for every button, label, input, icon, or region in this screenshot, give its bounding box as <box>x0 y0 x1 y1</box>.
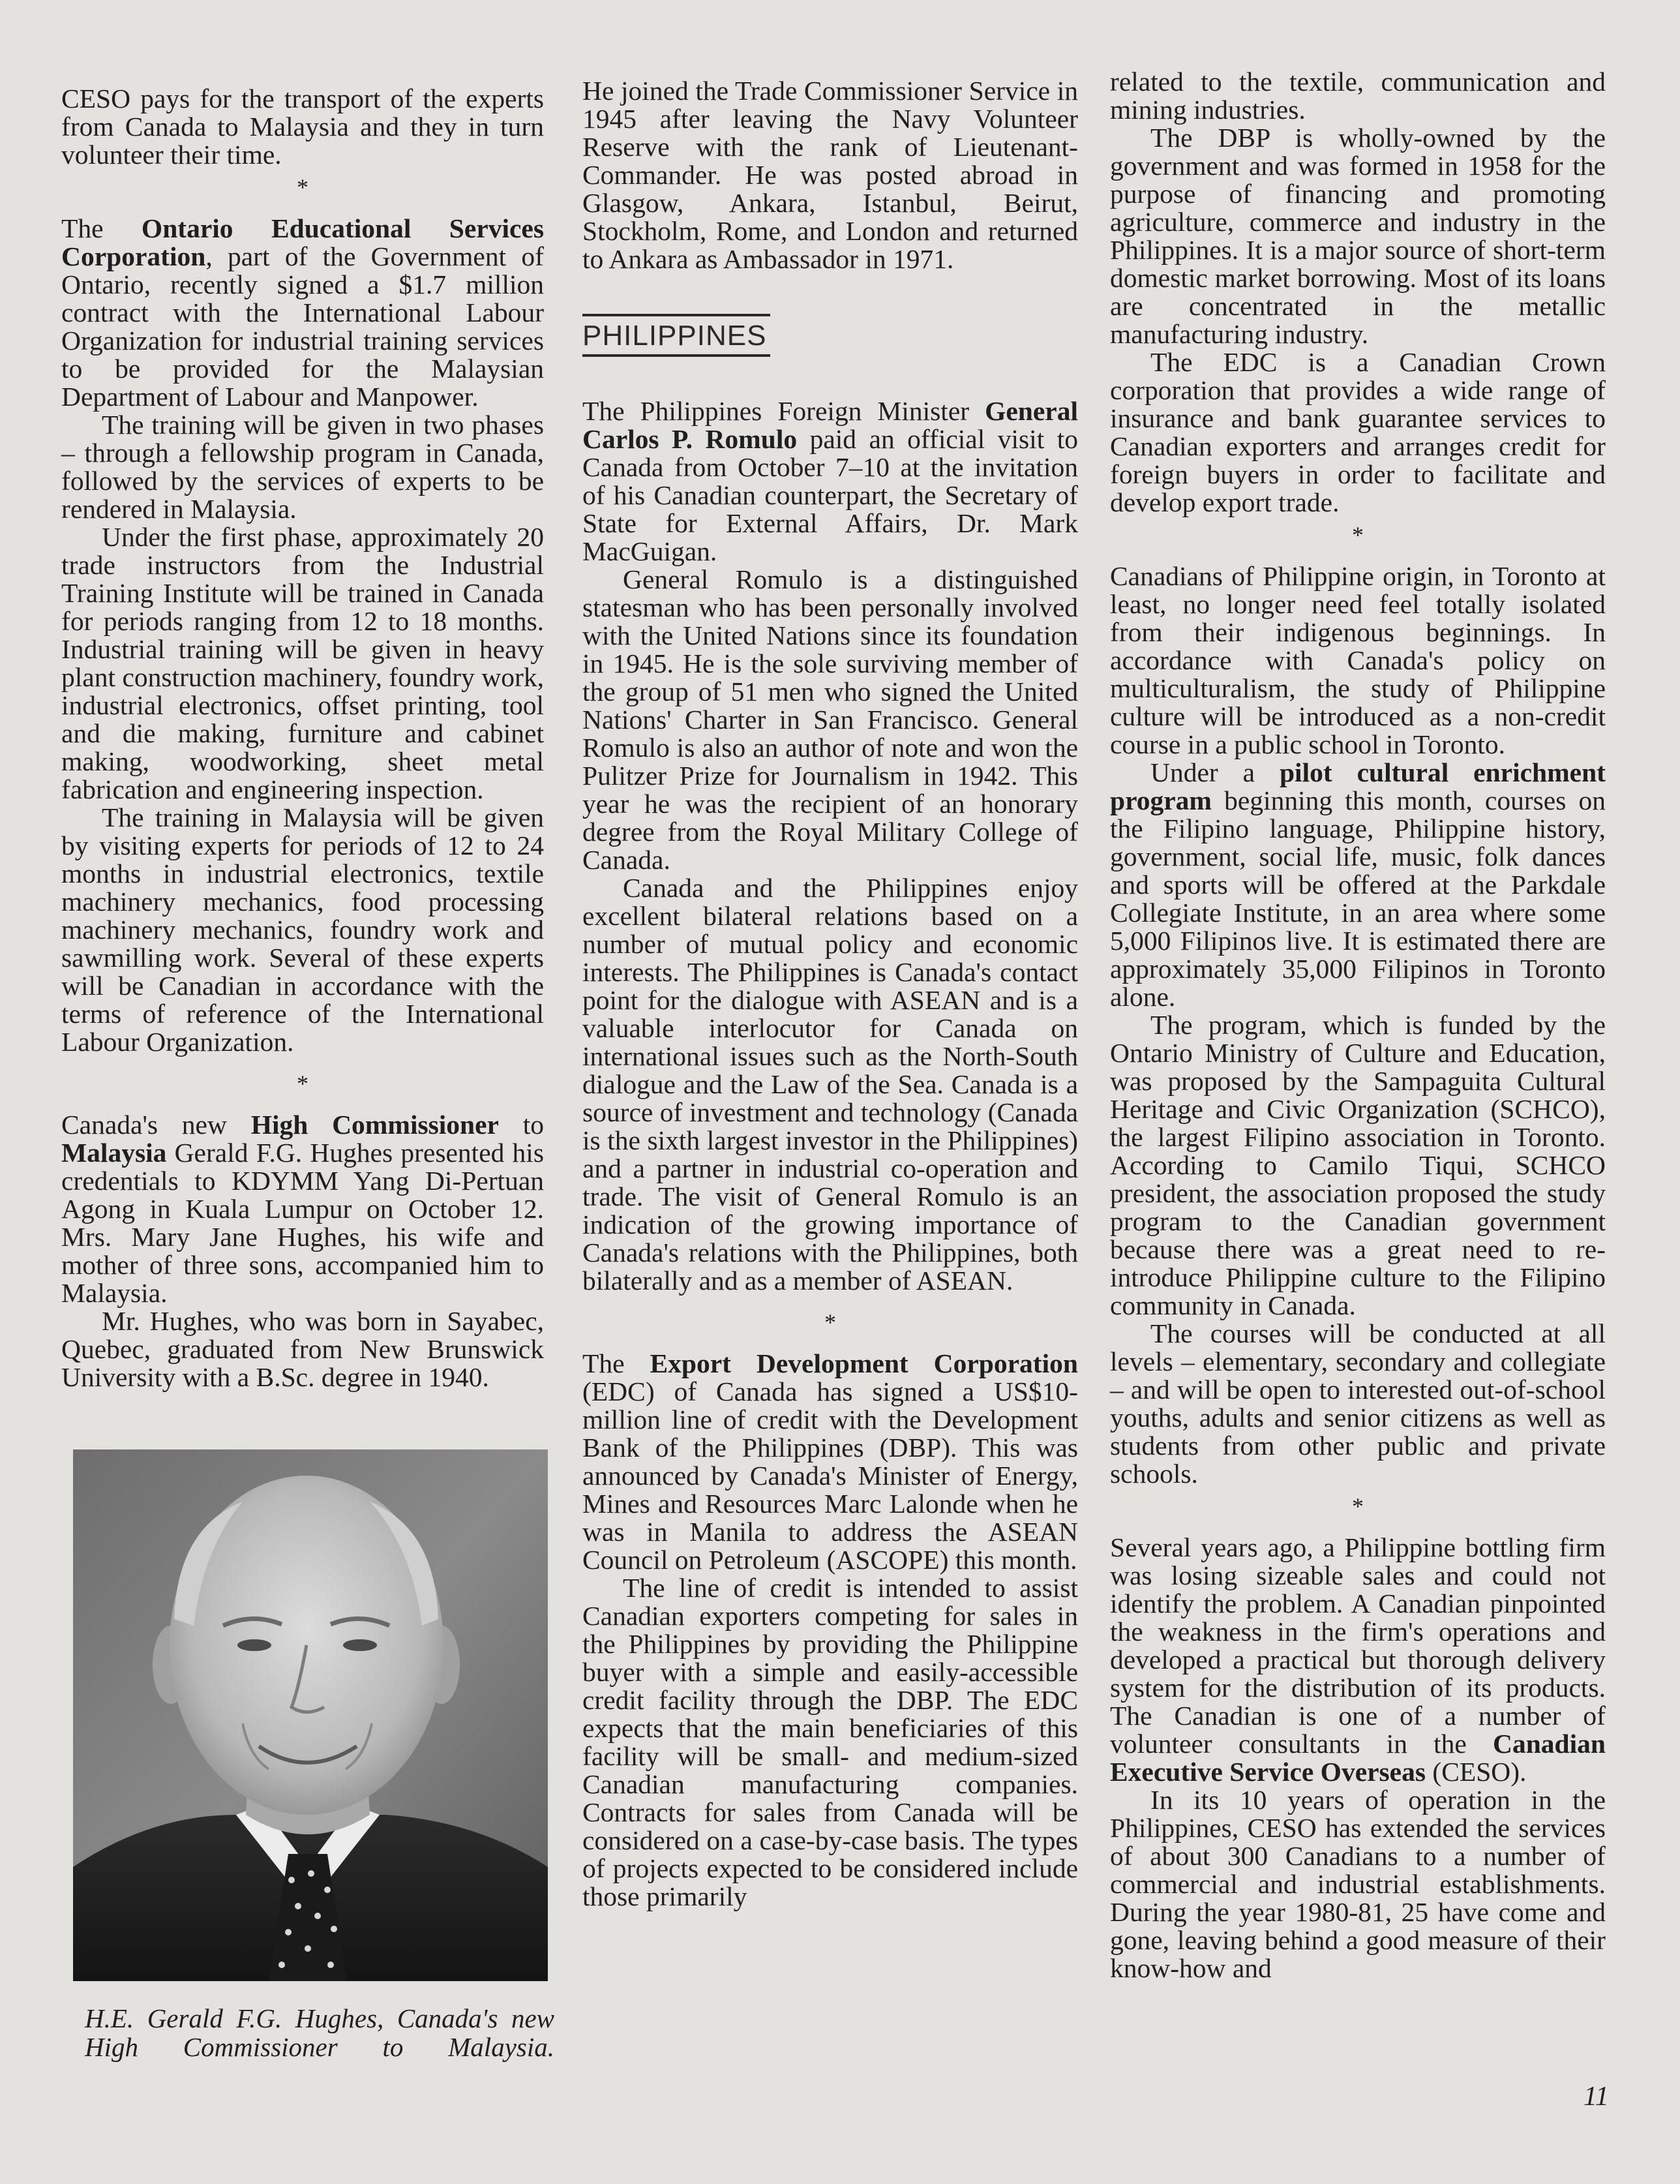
column-2 <box>582 77 1078 1911</box>
paragraph: Under the first phase, approximately 20 trade instructors from the Industrial Training Institute will be trained in Canada for periods ranging from 12 to 18 months. Industrial training will be given in heavy plant construction machinery, foundry work, industrial electronics, offset printing, tool and die making, furniture and cabinet making, woodworking, sheet metal fabrication and engineering inspection. <box>61 522 544 804</box>
paragraph: Mr. Hughes, who was born in Sayabec, Quebec, graduated from New Brunswick University with a B.Sc. degree in 1940. <box>61 1306 544 1392</box>
portrait-photo <box>73 1449 548 1981</box>
paragraph: He joined the Trade Commissioner Service in 1945 after leaving the Navy Volunteer Reserve with the rank of Lieutenant-Commander. He was posted abroad in Glasgow, Ankara, Istanbul, Beirut, Stockholm, Rome, and London and returned to Ankara as Ambassador in 1971. <box>582 76 1078 274</box>
paragraph: The line of credit is intended to assist Canadian exporters competing for sales in the Philippines by providing the Philippine buyer with a simple and easily-accessible credit facility through the DBP. The EDC expects that the main beneficiaries of this facility will be small- and medium-sized Canadian manufacturing companies. Contracts for sales from Canada will be considered on a case-by-case basis. The types of projects expected to be considered include those primarily <box>582 1573 1078 1911</box>
paragraph: The program, which is funded by the Ontario Ministry of Culture and Education, was proposed by the Sampaguita Cultural Heritage and Civic Organization (SCHCO), the largest Filipino association in Toronto. According to Camilo Tiqui, SCHCO president, the association proposed the study program to the Canadian government because there was a great need to re-introduce Philippine culture to the Filipino community in Canada. <box>1110 1010 1606 1320</box>
paragraph: Several years ago, a Philippine bottling firm was losing sizeable sales and could not identify the problem. A Canadian pinpointed the weakness in the firm's operations and developed a practical but thorough delivery system for the distribution of its products. The Canadian is one of a number of volunteer consultants in the Canadian Executive Service Overseas (CESO). <box>1110 1532 1606 1787</box>
bold-term: pilot cultural enrichment program <box>1110 757 1606 815</box>
paragraph: Canadians of Philippine origin, in Toronto at least, no longer need feel totally isolated from their indigenous beginnings. In accordance with Canada's policy on multiculturalism, the study of Philippine culture will be introduced as a non-credit course in a public school in Toronto. <box>1110 561 1606 759</box>
column-1 <box>61 85 544 1391</box>
paragraph: The training in Malaysia will be given by visiting experts for periods of 12 to 24 months in industrial electronics, textile machinery mechanics, food processing machinery mechanics, foundry work and sawmilling work. Several of these experts will be Canadian in accordance with the terms of reference of the International Labour Organization. <box>61 802 544 1057</box>
page-number: 11 <box>1583 2082 1609 2112</box>
paragraph: The EDC is a Canadian Crown corporation that provides a wide range of insurance and bank guarantee services to Canadian exporters and arranges credit for foreign buyers in order to facilitate and develop export trade. <box>1110 347 1606 517</box>
bold-term: Malaysia <box>61 1138 167 1168</box>
paragraph: related to the textile, communication and mining industries. <box>1110 67 1606 125</box>
paragraph: The courses will be conducted at all levels – elementary, secondary and collegiate – and will be open to interested out-of-school youths, adults and senior citizens as well as students from other public and private schools. <box>1110 1318 1606 1489</box>
section-heading: PHILIPPINES <box>582 314 770 357</box>
bold-term: Export Development Corporation <box>650 1348 1078 1378</box>
section-separator: * <box>1352 1493 1364 1519</box>
column-3 <box>1110 68 1606 1982</box>
paragraph: Canada's new High Commissioner to Malaysia Gerald F.G. Hughes presented his credentials to KDYMM Yang Di-Pertuan Agong in Kuala Lumpur on October 12. Mrs. Mary Jane Hughes, his wife and mother of three sons, accompanied him to Malaysia. <box>61 1110 545 1308</box>
bold-term: Canadian Executive Service Overseas <box>1110 1729 1606 1787</box>
paragraph: The DBP is wholly-owned by the government and was formed in 1958 for the purpose of financing and promoting agriculture, commerce and industry in the Philippines. It is a major source of short-term domestic market borrowing. Most of its loans are concentrated in the metallic manufacturing industry. <box>1110 123 1606 349</box>
section-separator: * <box>297 174 308 200</box>
paragraph: The Philippines Foreign Minister General Carlos P. Romulo paid an official visit to Canada from October 7–10 at the invitation of his Canadian counterpart, the Secretary of State for External Affairs, Dr. Mark MacGuigan. <box>582 396 1078 566</box>
photo-caption: H.E. Gerald F.G. Hughes, Canada's new High Commissioner to Malaysia. <box>85 2003 554 2062</box>
bold-term: Ontario Educational Services Corporation <box>61 213 544 271</box>
paragraph: The Ontario Educational Services Corporation, part of the Government of Ontario, recently signed a $1.7 million contract with the International Labour Organization for industrial training services to be provided for the Malaysian Department of Labour and Manpower. <box>61 213 544 412</box>
section-separator: * <box>297 1070 308 1097</box>
paragraph: Canada and the Philippines enjoy excellent bilateral relations based on a number of mutual policy and economic interests. The Philippines is Canada's contact point for the dialogue with ASEAN and is a valuable interlocutor for Canada on international issues such as the North-South dialogue and the Law of the Sea. Canada is a source of investment and technology (Canada is the sixth largest investor in the Philippines) and a partner in industrial co-operation and trade. The visit of General Romulo is an indication of the growing importance of Canada's relations with the Philippines, both bilaterally and as a member of ASEAN. <box>582 873 1078 1296</box>
paragraph: General Romulo is a distinguished statesman who has been personally involved with the United Nations since its foundation in 1945. He is the sole surviving member of the group of 51 men who signed the United Nations' Charter in San Francisco. General Romulo is also an author of note and won the Pulitzer Prize for Journalism in 1942. This year he was the recipient of an honorary degree from the Royal Military College of Canada. <box>582 564 1078 875</box>
paragraph: The Export Development Corporation (EDC) of Canada has signed a US$10-million line of credit with the Development Bank of the Philippines (DBP). This was announced by Canada's Minister of Energy, Mines and Resources Marc Lalonde when he was in Manila to address the ASEAN Council on Petroleum (ASCOPE) this month. <box>582 1348 1078 1575</box>
bold-term: High Commissioner <box>250 1110 499 1140</box>
section-separator: * <box>1352 522 1364 548</box>
bold-term: General Carlos P. Romulo <box>582 396 1078 454</box>
portrait-illustration <box>73 1449 548 1981</box>
paragraph: The training will be given in two phases – through a fellowship program in Canada, followed by the services of experts to be rendered in Malaysia. <box>61 410 544 524</box>
paragraph: Under a pilot cultural enrichment program beginning this month, courses on the Filipino language, Philippine history, government, social life, music, folk dances and sports will be offered at the Parkdale Collegiate Institute, in an area where some 5,000 Filipinos live. It is estimated there are approximately 35,000 Filipinos in Toronto alone. <box>1110 757 1606 1012</box>
section-separator: * <box>824 1309 836 1335</box>
paragraph: CESO pays for the transport of the experts from Canada to Malaysia and they in turn volunteer their time. <box>61 83 544 170</box>
paragraph: In its 10 years of operation in the Philippines, CESO has extended the services of about 300 Canadians to a number of commercial and industrial establishments. During the year 1980-81, 25 have come and gone, leaving behind a good measure of their know-how and <box>1110 1785 1606 1983</box>
